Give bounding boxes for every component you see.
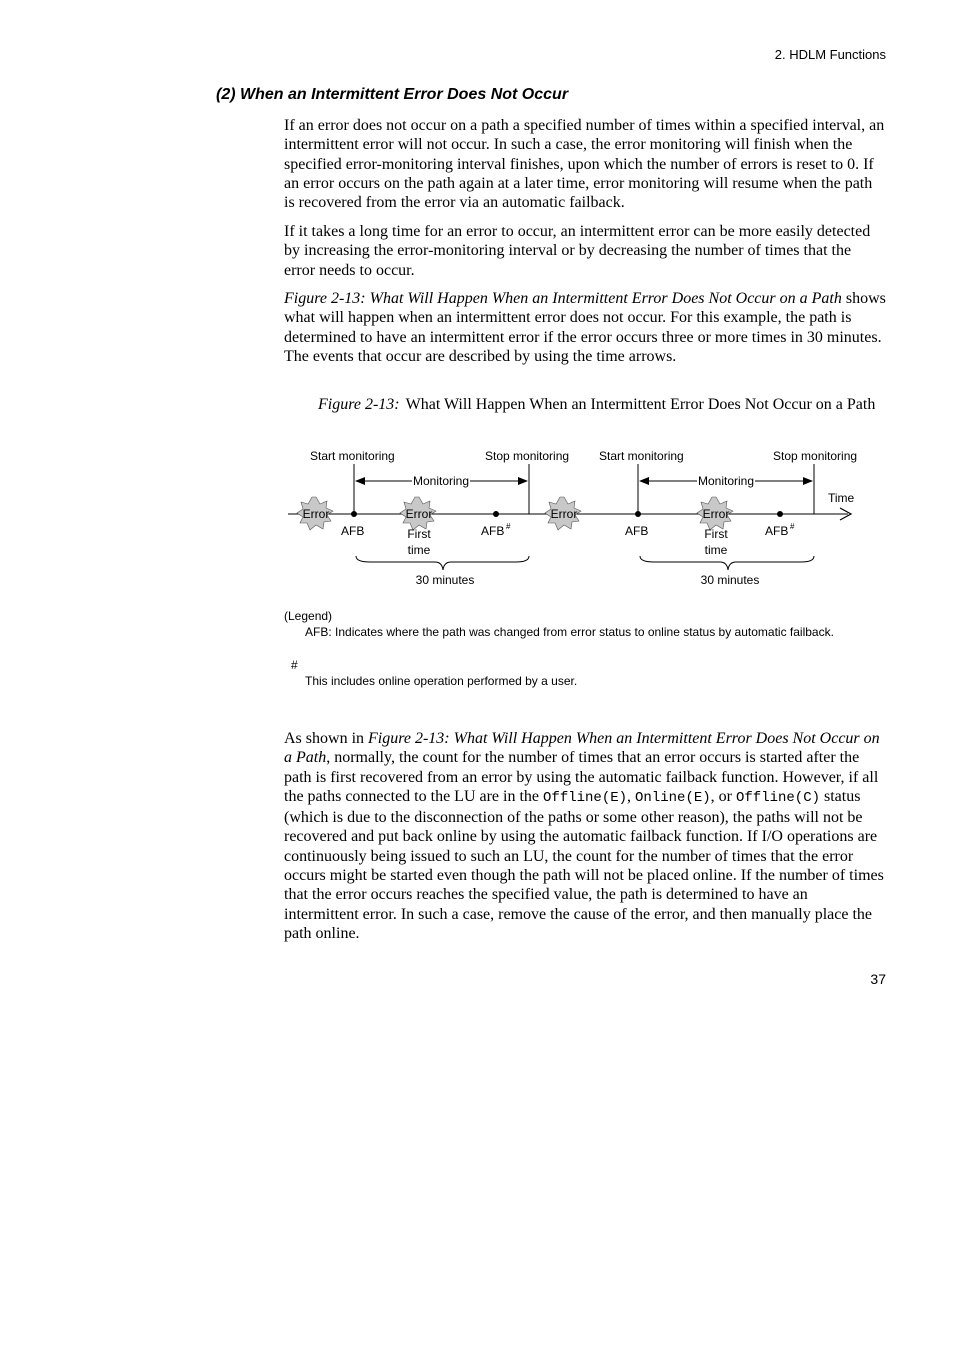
- legend-title: (Legend): [284, 609, 333, 623]
- running-header: 2. HDLM Functions: [774, 47, 886, 62]
- legend-afb: AFB: Indicates where the path was changed from error status to online status by automatic failback.: [305, 625, 834, 639]
- afb-point-1: [351, 511, 357, 517]
- afb-hash-point-2: [777, 511, 783, 517]
- status-code-online-e: Online(E): [635, 789, 711, 806]
- stop-monitoring-label-1: Stop monitoring: [485, 449, 570, 463]
- legend-hash-text: This includes online operation performed by a user.: [305, 674, 578, 688]
- paragraph-4: [284, 729, 886, 943]
- error-label-2: Error: [405, 507, 433, 521]
- afb-hash-label-1: AFB: [481, 524, 505, 538]
- paragraph-4-text-2: status (which is due to the disconnection of the paths or some other reason), the paths will not be recovered and put back online by using the automatic failback function. If I/O operations are continuously being issued to such an LU, the count for the number of times that the error occurs might be started even though the path will not be placed online. If the number of times that the error occurs reaches the specified value, the path is determined to have an intermittent error. In such a case, remove the cause of the error, and then manually place the path online.: [284, 787, 884, 942]
- error-label-1: Error: [302, 507, 330, 521]
- start-monitoring-label-2: Start monitoring: [599, 449, 684, 463]
- figure-caption-title: What Will Happen When an Intermittent Error Does Not Occur on a Path: [405, 396, 876, 413]
- figure-caption-label: Figure 2-13:: [318, 396, 400, 413]
- afb-label-1: AFB: [341, 524, 365, 538]
- error-label-3: Error: [550, 507, 578, 521]
- stop-monitoring-label-2: Stop monitoring: [773, 449, 858, 463]
- afb-hash-label-2: AFB: [765, 524, 789, 538]
- time-word-label-1: time: [407, 543, 431, 557]
- paragraph-3: [284, 289, 886, 366]
- afb-point-2: [635, 511, 641, 517]
- thirty-minutes-brace-2: [640, 556, 814, 570]
- error-label-4: Error: [702, 507, 730, 521]
- afb-hash-point-1: [493, 511, 499, 517]
- start-monitoring-label-1: Start monitoring: [310, 449, 395, 463]
- figure-reference-2: Figure 2-13: What Will Happen When an Intermittent Error Does Not Occur on a Path: [284, 730, 880, 767]
- afb-hash-superscript-2: #: [790, 522, 795, 531]
- separator-1: ,: [627, 787, 636, 805]
- figure-caption: [318, 395, 886, 414]
- paragraph-4-lead: As shown in: [284, 730, 369, 747]
- afb-hash-superscript-1: #: [506, 522, 511, 531]
- status-code-offline-c: Offline(C): [735, 789, 820, 806]
- first-label-2: First: [704, 527, 728, 541]
- thirty-minutes-brace-1: [356, 556, 529, 570]
- status-code-offline-e: Offline(E): [543, 789, 628, 806]
- legend-hash-symbol: #: [291, 658, 298, 672]
- first-label-1: First: [407, 527, 431, 541]
- time-word-label-2: time: [704, 543, 728, 557]
- paragraph-4-text-1: , normally, the count for the number of times that an error occurs is started after the path is first recovered from an error by using the automatic failback function. However, if all the paths connected to the LU are in the: [284, 749, 879, 805]
- thirty-minutes-label-2: 30 minutes: [700, 573, 760, 587]
- afb-label-2: AFB: [625, 524, 649, 538]
- separator-2: , or: [710, 787, 736, 805]
- monitoring-label-1: Monitoring: [412, 474, 470, 488]
- thirty-minutes-label-1: 30 minutes: [415, 573, 475, 587]
- paragraph-1: If an error does not occur on a path a specified number of times within a specified interval, an intermittent error will not occur. In such a case, the error monitoring will finish when the specified error-monitoring interval finishes, upon which the number of errors is reset to 0. If an error occurs on the path again at a later time, error monitoring will resume when the path is recovered from the error via an automatic failback.: [284, 117, 885, 212]
- section-heading: (2) When an Intermittent Error Does Not Occur: [216, 86, 569, 103]
- paragraph-2: If it takes a long time for an error to occur, an intermittent error can be more easily detected by increasing the error-monitoring interval or by decreasing the number of times that the error needs to occur.: [284, 223, 871, 279]
- monitoring-label-2: Monitoring: [697, 474, 755, 488]
- time-label: Time: [828, 491, 855, 505]
- figure-reference: Figure 2-13: What Will Happen When an Intermittent Error Does Not Occur on a Path: [284, 290, 842, 307]
- paragraph-3-text: shows what will happen when an intermittent error does not occur. For this example, the path is determined to have an intermittent error if the error occurs three or more times in 30 minutes. The events that occur are described by using the time arrows.: [284, 290, 886, 365]
- page-number: 37: [870, 971, 886, 987]
- timeline-figure: [280, 440, 880, 702]
